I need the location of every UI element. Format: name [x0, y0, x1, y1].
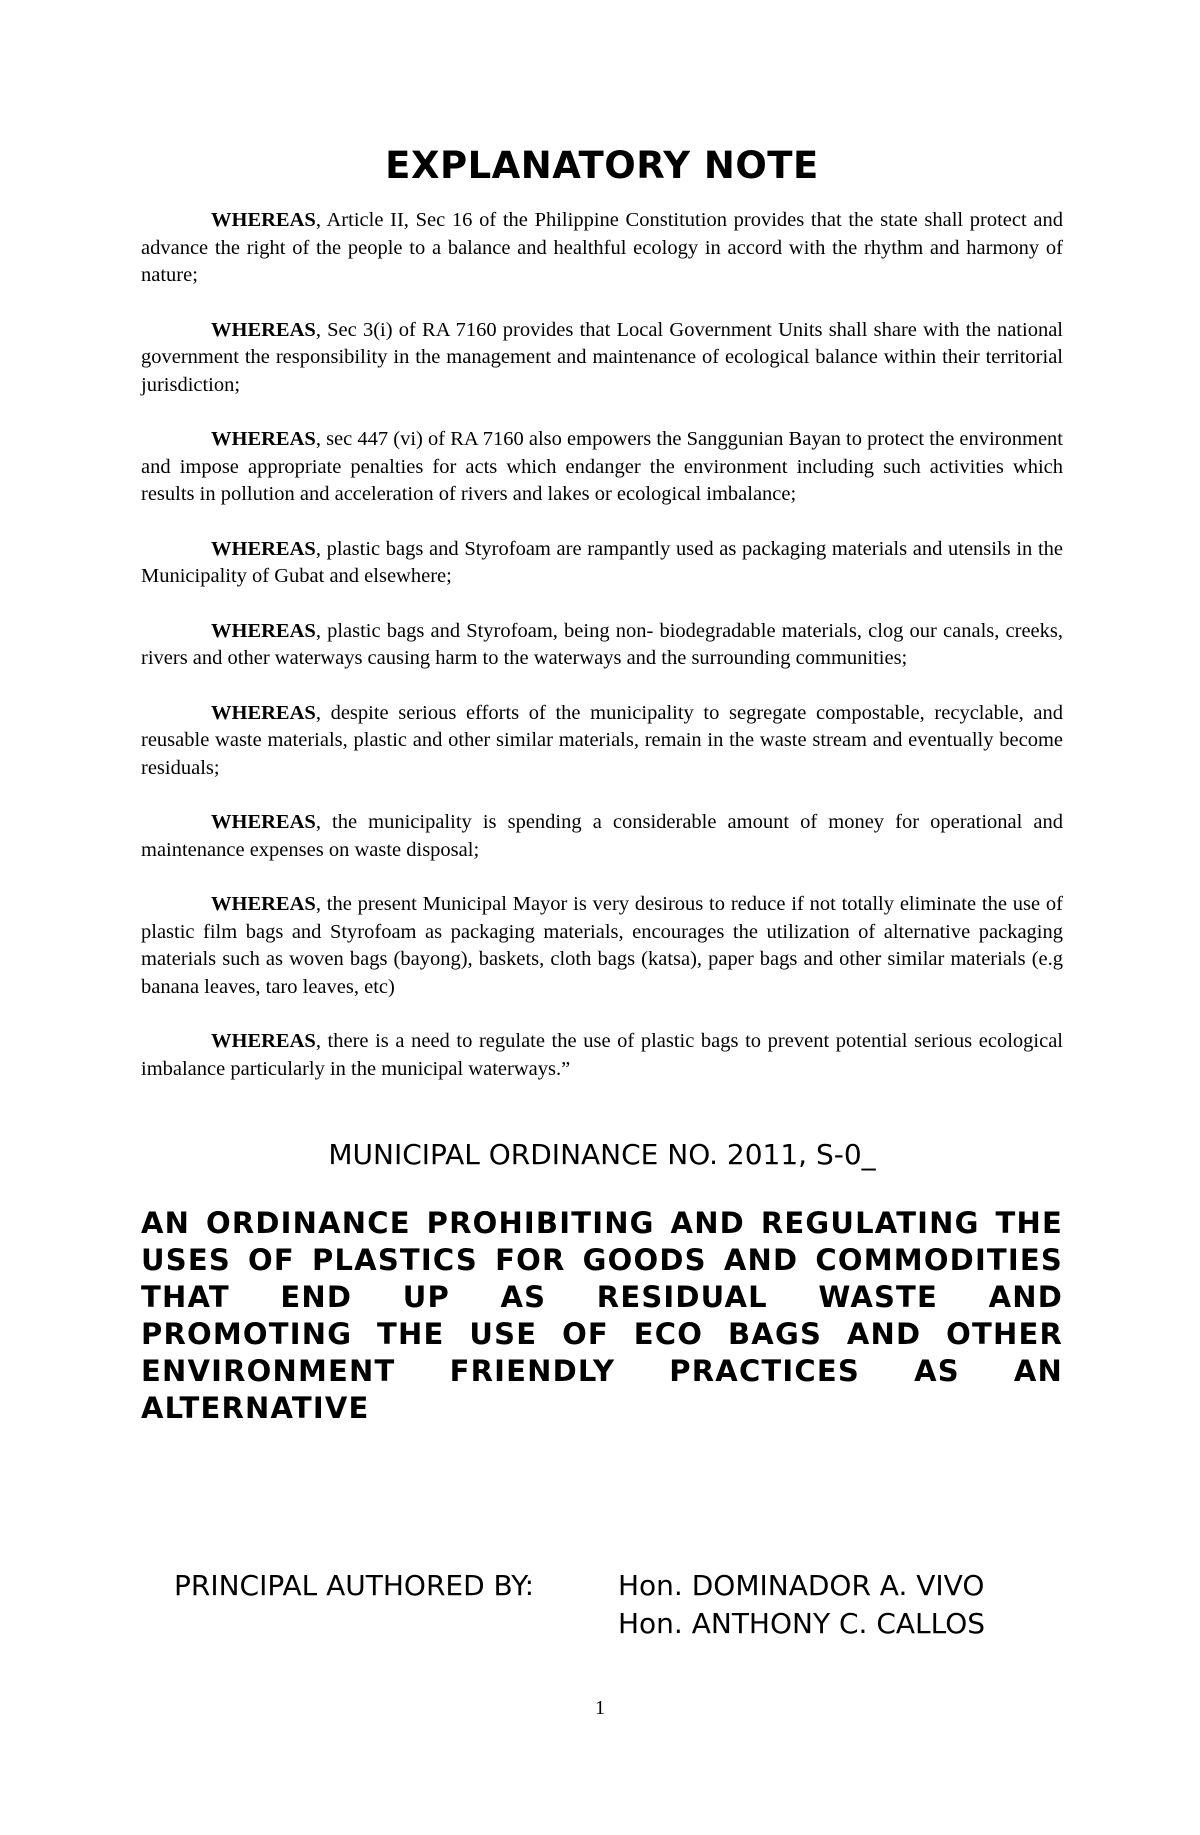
whereas-paragraph [141, 536, 1063, 591]
whereas-paragraph [141, 809, 1063, 864]
authors-block [174, 1567, 985, 1643]
whereas-lead: WHEREAS [211, 537, 316, 560]
whereas-paragraph [141, 1028, 1063, 1083]
whereas-paragraph [141, 700, 1063, 783]
whereas-lead: WHEREAS [211, 1030, 316, 1052]
whereas-lead: WHEREAS [211, 701, 316, 724]
ordinance-number: MUNICIPAL ORDINANCE NO. 2011, S-0_ [328, 1138, 876, 1171]
whereas-paragraph [141, 618, 1063, 673]
document-title: EXPLANATORY NOTE [385, 144, 819, 187]
whereas-text: , plastic bags and Styrofoam, being non- biodegradable materials, clog our canals, creeks, rivers and other waterways causing harm to the waterways and the surrounding communities; [141, 619, 1063, 669]
whereas-paragraph [141, 207, 1063, 290]
whereas-lead: WHEREAS [211, 209, 316, 231]
whereas-text: , plastic bags and Styrofoam are rampantly used as packaging materials and utensils in the Municipality of Gubat and elsewhere; [141, 537, 1063, 587]
author-name: Hon. ANTHONY C. CALLOS [618, 1607, 986, 1640]
document-body [141, 141, 1063, 1427]
whereas-text: , Sec 3(i) of RA 7160 provides that Local Government Units shall share with the national government the responsibility in the management and maintenance of ecological balance within their territorial jurisdiction; [141, 318, 1063, 396]
whereas-text: , Article II, Sec 16 of the Philippine Constitution provides that the state shall protect and advance the right of the people to a balance and healthful ecology in accord with the rhythm and harmony of nature; [141, 209, 1063, 286]
page-number: 1 [595, 1697, 605, 1719]
whereas-paragraph [141, 426, 1063, 509]
whereas-text: , sec 447 (vi) of RA 7160 also empowers the Sanggunian Bayan to protect the environment and impose appropriate penalties for acts which endanger the environment including such activities which results in pollution and acceleration of rivers and lakes or ecological imbalance; [141, 428, 1063, 505]
whereas-lead: WHEREAS [211, 619, 316, 642]
whereas-paragraph [141, 317, 1063, 400]
whereas-lead: WHEREAS [211, 428, 316, 450]
whereas-text: , there is a need to regulate the use of plastic bags to prevent potential serious ecological imbalance particularly in the municipal waterways.” [141, 1030, 1063, 1080]
author-row [174, 1605, 985, 1643]
authors-label-spacer [174, 1605, 618, 1643]
whereas-text: , the municipality is spending a considerable amount of money for operational and maintenance expenses on waste disposal; [141, 811, 1063, 861]
authors-label: PRINCIPAL AUTHORED BY: [174, 1569, 535, 1602]
whereas-lead: WHEREAS [211, 318, 316, 341]
whereas-text: , despite serious efforts of the municipality to segregate compostable, recyclable, and reusable waste materials, plastic and other similar materials, remain in the waste stream and eventually become residuals; [141, 701, 1063, 779]
whereas-text: , the present Municipal Mayor is very desirous to reduce if not totally eliminate the use of plastic film bags and Styrofoam as packaging materials, encourages the utilization of alternative packaging materials such as woven bags (bayong), baskets, cloth bags (katsa), paper bags and other similar materials (e.g banana leaves, taro leaves, etc) [141, 893, 1063, 998]
whereas-paragraph [141, 891, 1063, 1001]
author-row [174, 1567, 985, 1605]
whereas-lead: WHEREAS [211, 893, 316, 915]
whereas-lead: WHEREAS [211, 811, 316, 833]
author-name: Hon. DOMINADOR A. VIVO [618, 1569, 985, 1602]
ordinance-title: AN ORDINANCE PROHIBITING AND REGULATING THE USES OF PLASTICS FOR GOODS AND COMMODITIES THAT END UP AS RESIDUAL WASTE AND PROMOTING THE USE OF ECO BAGS AND OTHER ENVIRONMENT FRIENDLY PRACTICES AS AN ALTERNATIVE [141, 1206, 1063, 1425]
